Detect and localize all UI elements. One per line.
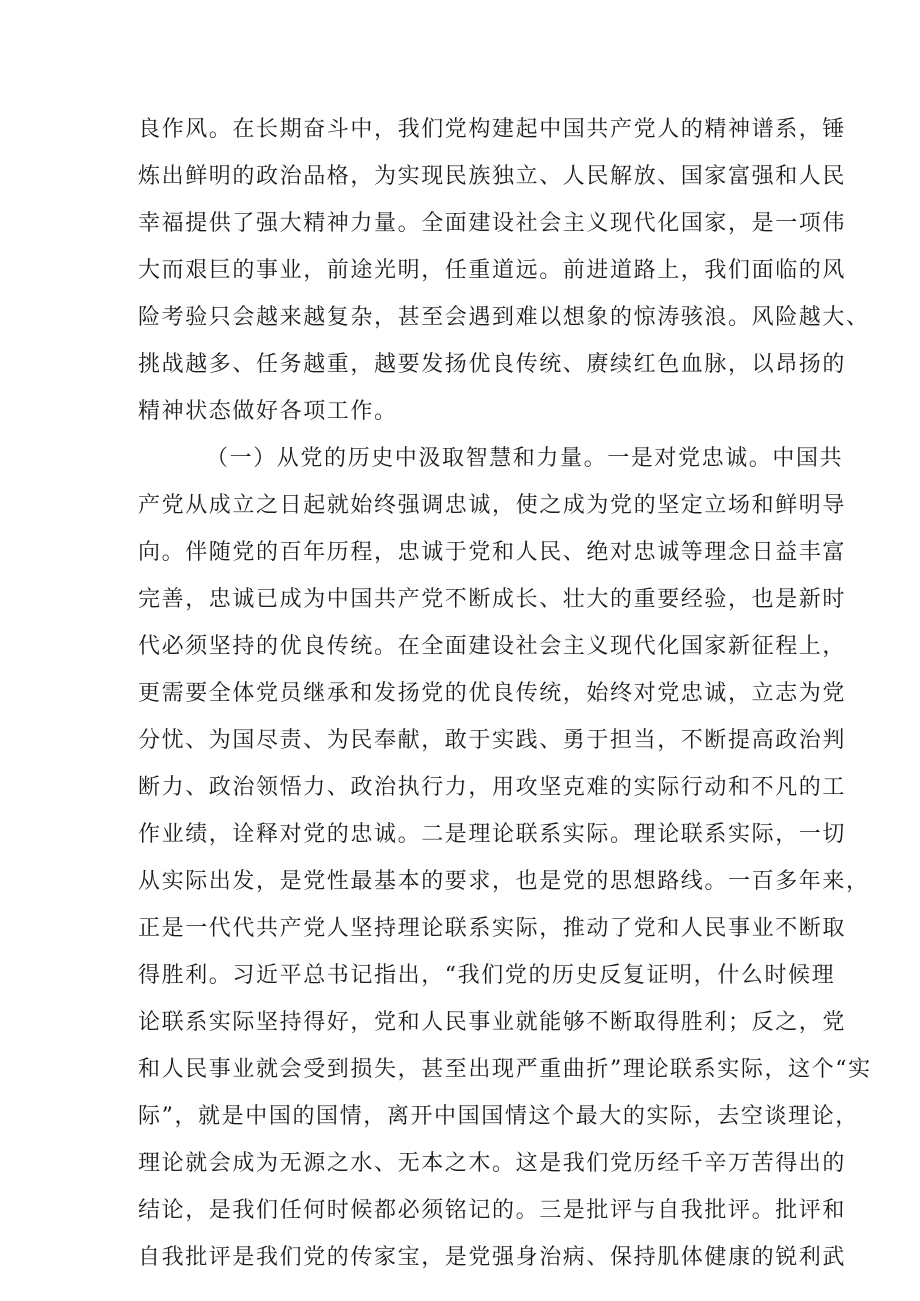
paragraph-line: 良作风。在长期奋斗中，我们党构建起中国共产党人的精神谱系，锤 — [138, 117, 847, 142]
paragraph-line: 险考验只会越来越复杂，甚至会遇到难以想象的惊涛骇浪。风险越大、 — [138, 305, 870, 330]
paragraph-line: 论联系实际坚持得好，党和人民事业就能够不断取得胜利；反之，党 — [138, 1010, 847, 1035]
paragraph-line: （一）从党的历史中汲取智慧和力量。一是对党忠诚。中国共 — [206, 446, 844, 471]
paragraph-line: 完善，忠诚已成为中国共产党不断成长、壮大的重要经验，也是新时 — [138, 587, 847, 612]
paragraph-line: 产党从成立之日起就始终强调忠诚，使之成为党的坚定立场和鲜明导 — [138, 493, 847, 518]
paragraph-line: 更需要全体党员继承和发扬党的优良传统，始终对党忠诚，立志为党 — [138, 681, 847, 706]
paragraph-line: 向。伴随党的百年历程，忠诚于党和人民、绝对忠诚等理念日益丰富 — [138, 540, 847, 565]
paragraph-line: 结论，是我们任何时候都必须铭记的。三是批评与自我批评。批评和 — [138, 1198, 847, 1223]
paragraph-line: 大而艰巨的事业，前途光明，任重道远。前进道路上，我们面临的风 — [138, 258, 847, 283]
paragraph-line: 和人民事业就会受到损失，甚至出现严重曲折”理论联系实际，这个“实 — [138, 1057, 872, 1082]
paragraph-line: 作业绩，诠释对党的忠诚。二是理论联系实际。理论联系实际，一切 — [138, 822, 847, 847]
paragraph-line: 幸福提供了强大精神力量。全面建设社会主义现代化国家，是一项伟 — [138, 211, 847, 236]
paragraph-line: 自我批评是我们党的传家宝，是党强身治病、保持肌体健康的锐利武 — [138, 1245, 847, 1270]
paragraph-line: 炼出鲜明的政治品格，为实现民族独立、人民解放、国家富强和人民 — [138, 164, 847, 189]
paragraph-line: 际”，就是中国的国情，离开中国国情这个最大的实际，去空谈理论， — [138, 1104, 859, 1129]
paragraph-line: 挑战越多、任务越重，越要发扬优良传统、赓续红色血脉，以昂扬的 — [138, 352, 847, 377]
paragraph-line: 得胜利。习近平总书记指出，“我们党的历史反复证明，什么时候理 — [138, 963, 836, 988]
paragraph-line: 正是一代代共产党人坚持理论联系实际，推动了党和人民事业不断取 — [138, 916, 847, 941]
paragraph-line: 代必须坚持的优良传统。在全面建设社会主义现代化国家新征程上， — [138, 634, 847, 659]
paragraph-line: 断力、政治领悟力、政治执行力，用攻坚克难的实际行动和不凡的工 — [138, 775, 847, 800]
paragraph-line: 从实际出发，是党性最基本的要求，也是党的思想路线。一百多年来， — [138, 869, 870, 894]
paragraph-line: 精神状态做好各项工作。 — [138, 399, 398, 424]
paragraph-line: 理论就会成为无源之水、无本之木。这是我们党历经千辛万苦得出的 — [138, 1151, 847, 1176]
paragraph-line: 分忧、为国尽责、为民奉献，敢于实践、勇于担当，不断提高政治判 — [138, 728, 847, 753]
